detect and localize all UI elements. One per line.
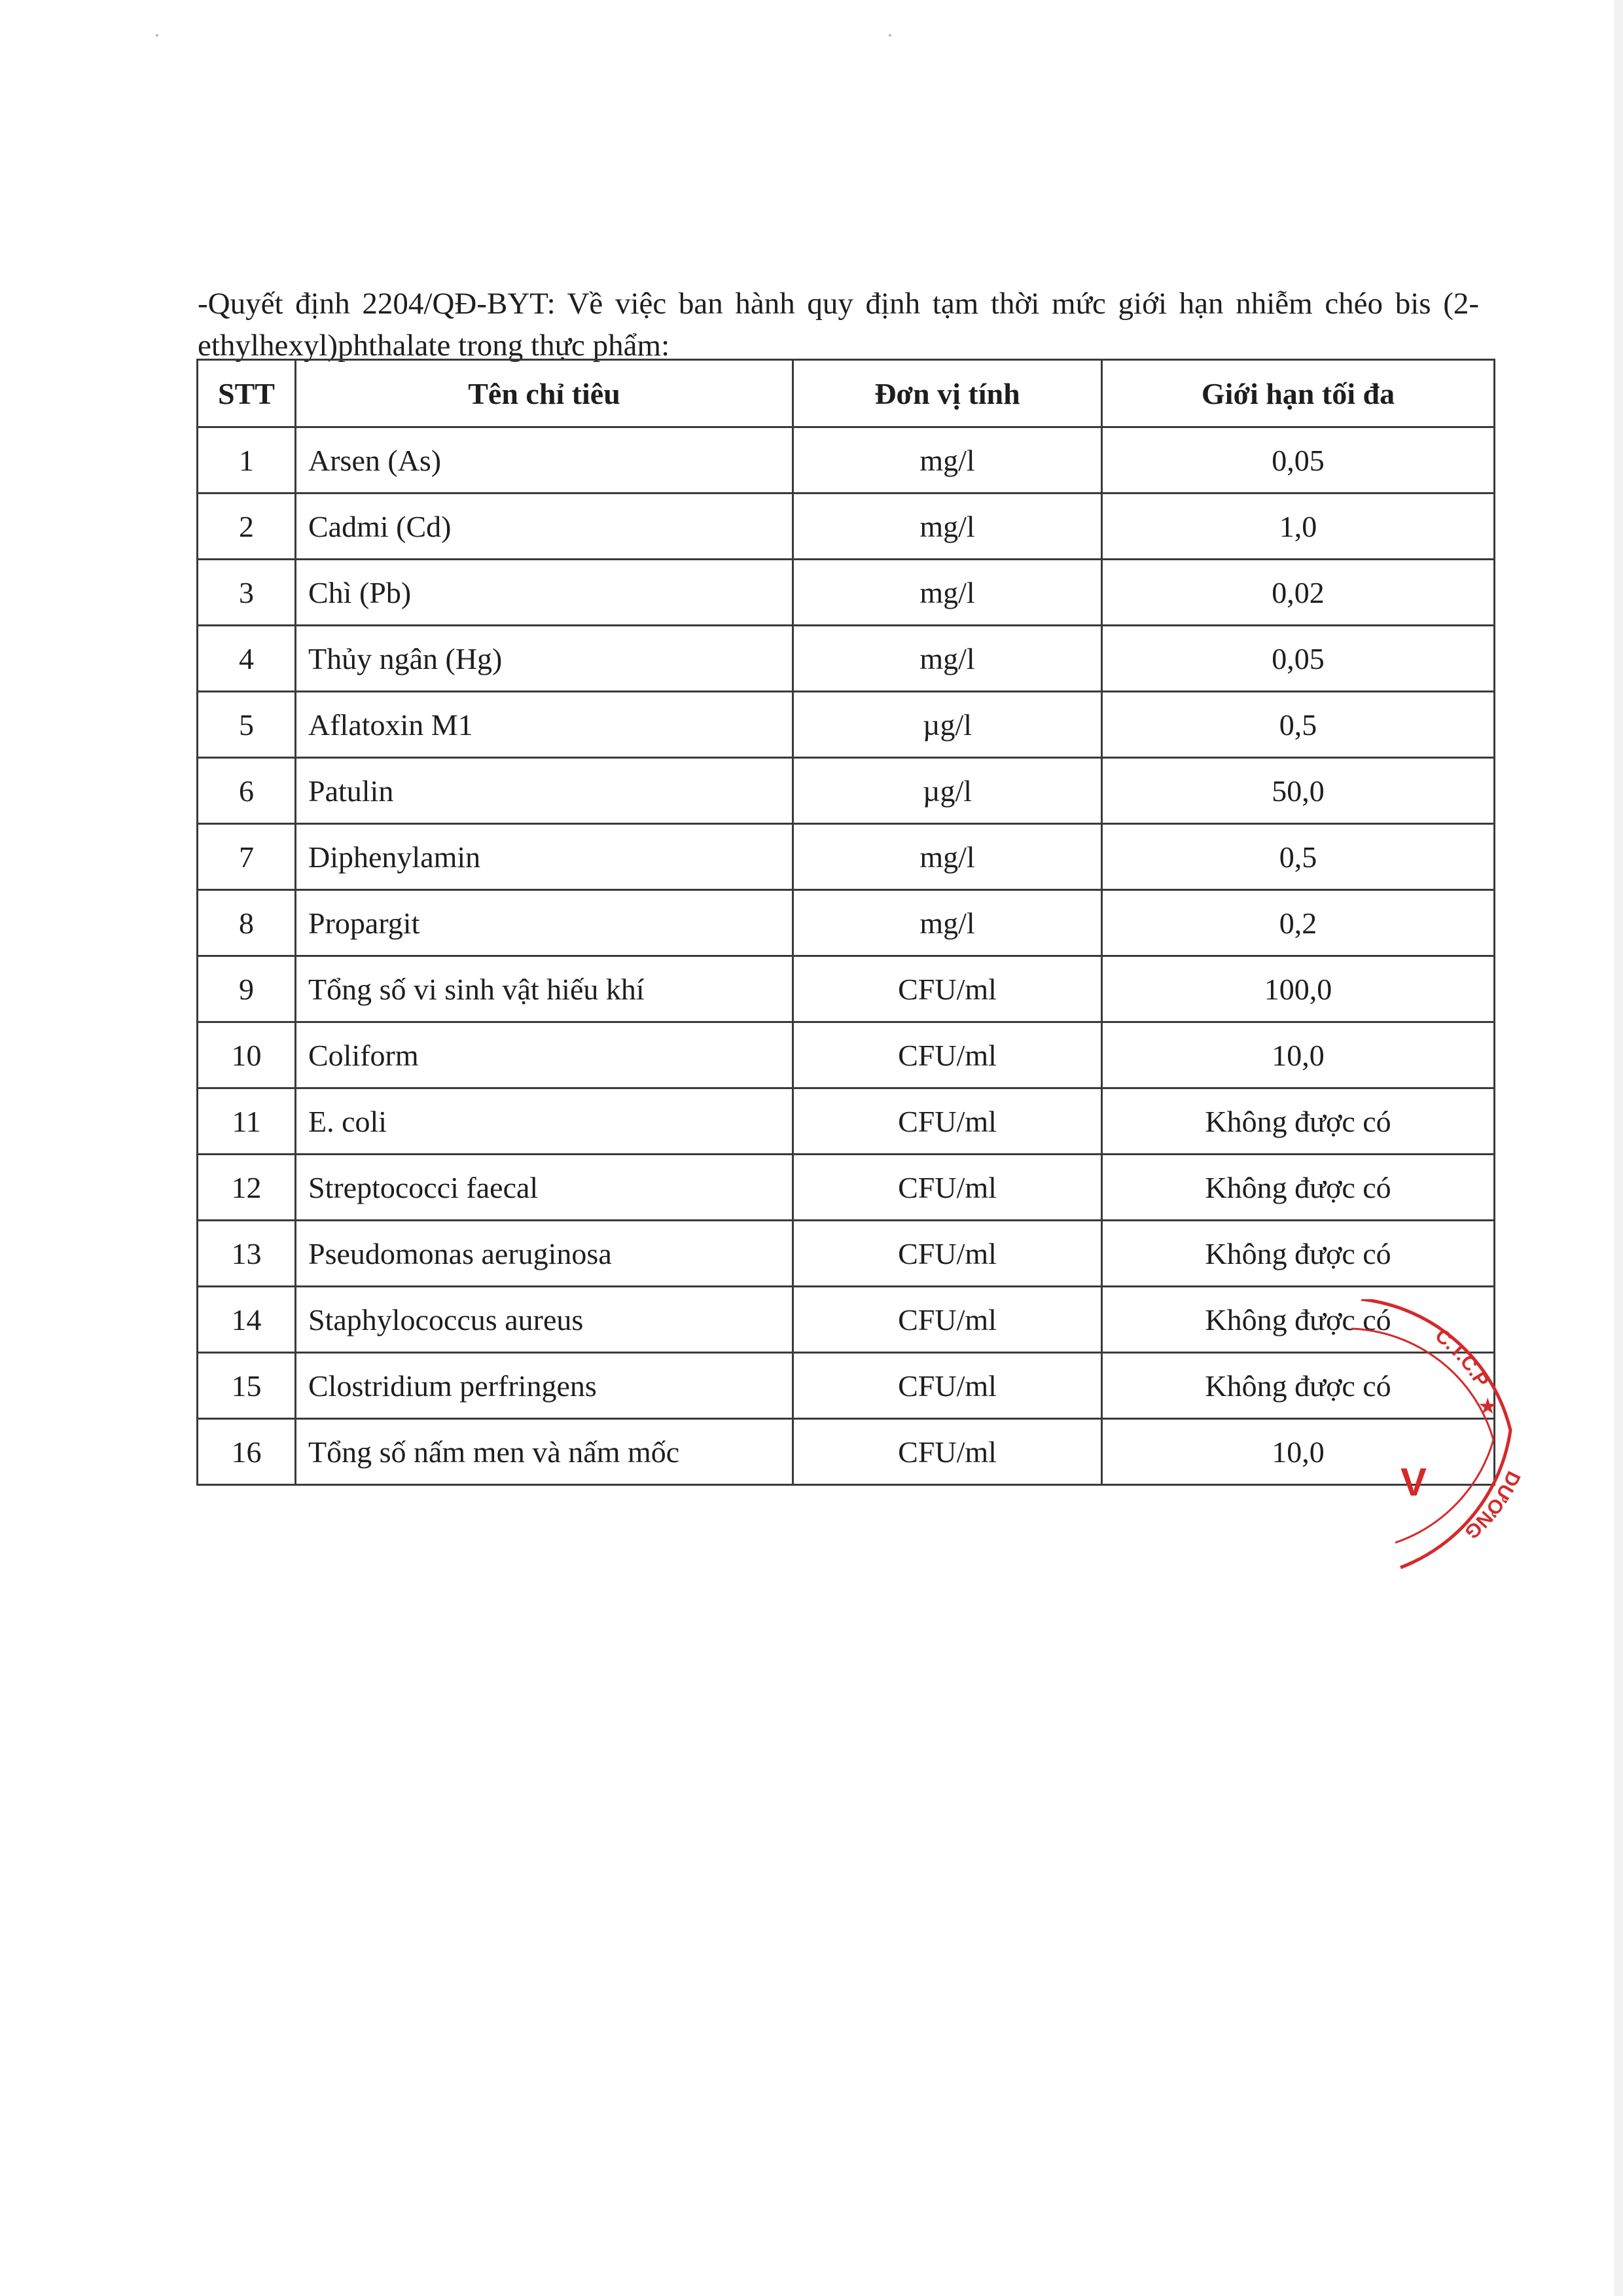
cell-unit: mg/l: [793, 626, 1102, 692]
seal-text-bottom: DƯƠNG: [1460, 1467, 1525, 1543]
cell-name: Tổng số vi sinh vật hiếu khí: [296, 956, 793, 1022]
cell-limit: 10,0: [1102, 1022, 1495, 1088]
cell-limit: 50,0: [1102, 758, 1495, 824]
cell-stt: 13: [198, 1221, 296, 1287]
cell-unit: mg/l: [793, 493, 1102, 560]
cell-name: Thủy ngân (Hg): [296, 626, 793, 692]
cell-stt: 9: [198, 956, 296, 1022]
cell-stt: 5: [198, 692, 296, 758]
cell-limit: Không được có: [1102, 1287, 1495, 1353]
scan-mark: [889, 34, 891, 37]
cell-unit: CFU/ml: [793, 1221, 1102, 1287]
cell-name: E. coli: [296, 1088, 793, 1155]
cell-limit: 0,05: [1102, 626, 1495, 692]
cell-unit: CFU/ml: [793, 1419, 1102, 1485]
spec-table: [196, 359, 1498, 1486]
table-header-row: [198, 360, 1495, 427]
cell-unit: mg/l: [793, 427, 1102, 493]
cell-stt: 12: [198, 1155, 296, 1221]
cell-unit: mg/l: [793, 824, 1102, 890]
table-row: [198, 427, 1495, 493]
cell-stt: 4: [198, 626, 296, 692]
table-row: [198, 493, 1495, 560]
table-row: [198, 1088, 1495, 1155]
cell-stt: 7: [198, 824, 296, 890]
cell-name: Diphenylamin: [296, 824, 793, 890]
cell-stt: 3: [198, 560, 296, 626]
table-row: [198, 890, 1495, 956]
header-name: Tên chỉ tiêu: [296, 360, 793, 427]
table-row: [198, 1155, 1495, 1221]
cell-name: Aflatoxin M1: [296, 692, 793, 758]
cell-stt: 10: [198, 1022, 296, 1088]
cell-limit: 0,2: [1102, 890, 1495, 956]
table-row: [198, 692, 1495, 758]
cell-limit: 10,0: [1102, 1419, 1495, 1485]
cell-name: Pseudomonas aeruginosa: [296, 1221, 793, 1287]
cell-limit: Không được có: [1102, 1221, 1495, 1287]
cell-limit: 0,5: [1102, 824, 1495, 890]
cell-unit: µg/l: [793, 758, 1102, 824]
cell-name: Staphylococcus aureus: [296, 1287, 793, 1353]
cell-unit: mg/l: [793, 560, 1102, 626]
cell-name: Arsen (As): [296, 427, 793, 493]
company-seal: [1335, 1299, 1531, 1574]
cell-unit: CFU/ml: [793, 956, 1102, 1022]
table-row: [198, 1287, 1495, 1353]
table-row: [198, 1221, 1495, 1287]
seal-text-top: C.T.C.P: [1431, 1325, 1493, 1391]
cell-unit: CFU/ml: [793, 1287, 1102, 1353]
cell-name: Clostridium perfringens: [296, 1353, 793, 1419]
cell-unit: CFU/ml: [793, 1353, 1102, 1419]
table-row: [198, 1353, 1495, 1419]
cell-unit: CFU/ml: [793, 1155, 1102, 1221]
header-limit: Giới hạn tối đa: [1102, 360, 1495, 427]
cell-limit: 100,0: [1102, 956, 1495, 1022]
table-row: [198, 1022, 1495, 1088]
table-row: [198, 1419, 1495, 1485]
cell-limit: 1,0: [1102, 493, 1495, 560]
cell-limit: 0,5: [1102, 692, 1495, 758]
table-row: [198, 824, 1495, 890]
cell-limit: 0,05: [1102, 427, 1495, 493]
cell-stt: 6: [198, 758, 296, 824]
cell-name: Patulin: [296, 758, 793, 824]
table-row: [198, 626, 1495, 692]
cell-stt: 11: [198, 1088, 296, 1155]
seal-letter: V: [1400, 1460, 1427, 1504]
cell-stt: 1: [198, 427, 296, 493]
cell-name: Streptococci faecal: [296, 1155, 793, 1221]
table-row: [198, 956, 1495, 1022]
cell-stt: 2: [198, 493, 296, 560]
cell-name: Chì (Pb): [296, 560, 793, 626]
cell-limit: Không được có: [1102, 1088, 1495, 1155]
cell-stt: 15: [198, 1353, 296, 1419]
table-row: [198, 758, 1495, 824]
cell-limit: Không được có: [1102, 1353, 1495, 1419]
cell-limit: Không được có: [1102, 1155, 1495, 1221]
table-body: [198, 427, 1498, 1485]
cell-unit: CFU/ml: [793, 1088, 1102, 1155]
cell-stt: 16: [198, 1419, 296, 1485]
intro-paragraph: -Quyết định 2204/QĐ-BYT: Về việc ban hành quy định tạm thời mức giới hạn nhiễm chéo bis (2-ethylhexyl)phthalate trong thực phẩm:: [198, 287, 1479, 363]
page-edge: [1614, 0, 1623, 2296]
cell-stt: 14: [198, 1287, 296, 1353]
cell-unit: µg/l: [793, 692, 1102, 758]
cell-limit: 0,02: [1102, 560, 1495, 626]
cell-name: Cadmi (Cd): [296, 493, 793, 560]
cell-unit: CFU/ml: [793, 1022, 1102, 1088]
seal-star-icon: ★: [1478, 1393, 1498, 1420]
cell-unit: mg/l: [793, 890, 1102, 956]
header-unit: Đơn vị tính: [793, 360, 1102, 427]
scan-mark: [156, 34, 158, 37]
cell-name: Propargit: [296, 890, 793, 956]
header-stt: STT: [198, 360, 296, 427]
table-row: [198, 560, 1495, 626]
cell-name: Tổng số nấm men và nấm mốc: [296, 1419, 793, 1485]
cell-stt: 8: [198, 890, 296, 956]
cell-name: Coliform: [296, 1022, 793, 1088]
